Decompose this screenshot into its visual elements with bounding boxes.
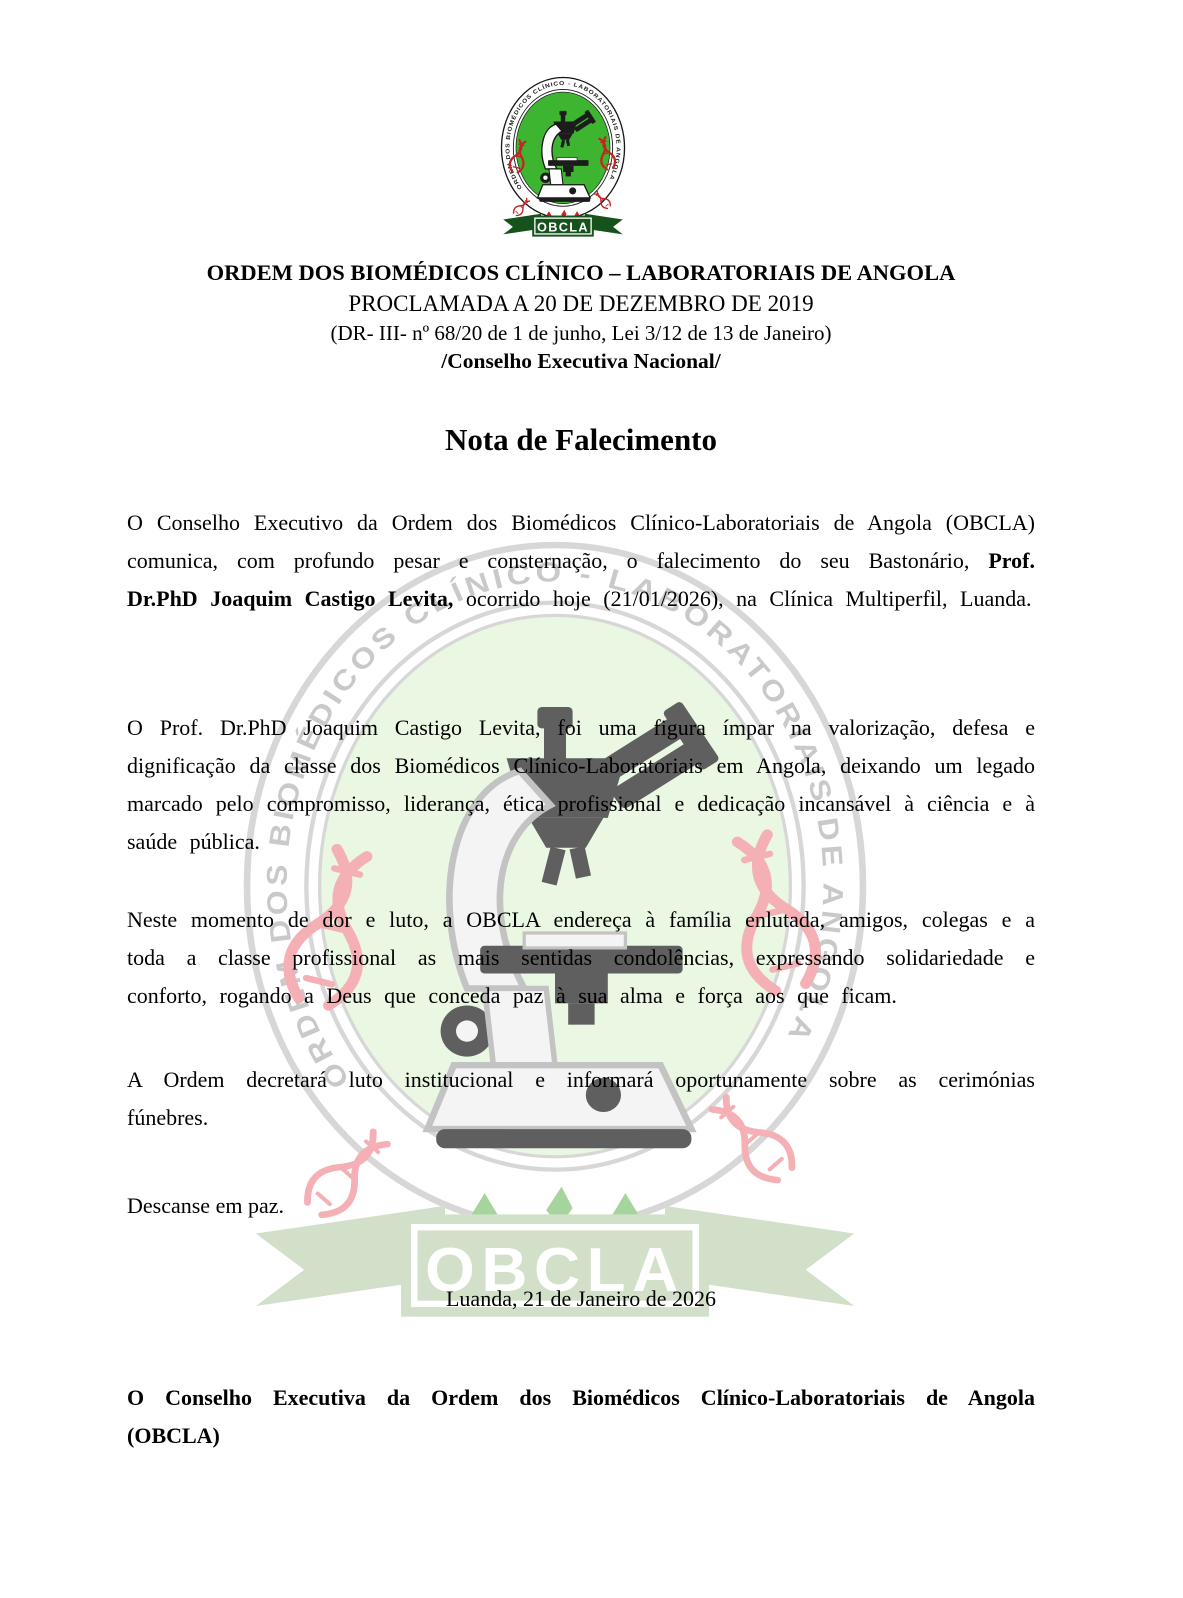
paragraph-text: ocorrido hoje (21/01/2026), na Clínica Multiperfil, Luanda. bbox=[453, 586, 1032, 611]
deceased-name: Prof. Dr.PhD Joaquim Castigo Levita, bbox=[127, 548, 1035, 611]
org-name: ORDEM DOS BIOMÉDICOS CLÍNICO – LABORATORIAIS DE ANGOLA bbox=[206, 260, 956, 285]
obcla-logo bbox=[497, 74, 629, 241]
decree-line: (DR- III- nº 68/20 de 1 de junho, Lei 3/12 de 13 de Janeiro) bbox=[330, 321, 832, 345]
paragraph-text: O Conselho Executivo da Ordem dos Biomédicos Clínico-Laboratoriais de Angola (OBCLA) comunica, com profundo pesar e consternação, o falecimento do seu Bastonário, bbox=[127, 510, 1035, 573]
paragraph-tribute: O Prof. Dr.PhD Joaquim Castigo Levita, foi uma figura ímpar na valorização, defesa e dignificação da classe dos Biomédicos Clínico-Laboratoriais em Angola, deixando um legado marcado pelo compromisso, liderança, ética profissional e dedicação incansável à ciência e à saúde pública. bbox=[127, 715, 1035, 854]
paragraph-mourning: A Ordem decretará luto institucional e informará oportunamente sobre as cerimónias fúnebres. bbox=[127, 1067, 1035, 1130]
paragraph-condolences: Neste momento de dor e luto, a OBCLA endereça à família enlutada, amigos, colegas e a toda a classe profissional as mais sentidas condolências, expressando solidariedade e conforto, rogando a Deus que conceda paz à sua alma e força aos que ficam. bbox=[127, 907, 1035, 1008]
rest-in-peace-line: Descanse em paz. bbox=[127, 1193, 284, 1218]
page-title: Nota de Falecimento bbox=[444, 422, 718, 457]
paragraph-announcement bbox=[127, 504, 1035, 618]
dateline: Luanda, 21 de Janeiro de 2026 bbox=[445, 1286, 717, 1311]
council-line: /Conselho Executiva Nacional/ bbox=[441, 349, 721, 373]
proclamation-line: PROCLAMADA A 20 DE DEZEMBRO DE 2019 bbox=[348, 291, 814, 316]
signature-line: O Conselho Executiva da Ordem dos Biomédicos Clínico-Laboratoriais de Angola (OBCLA) bbox=[127, 1385, 1035, 1448]
